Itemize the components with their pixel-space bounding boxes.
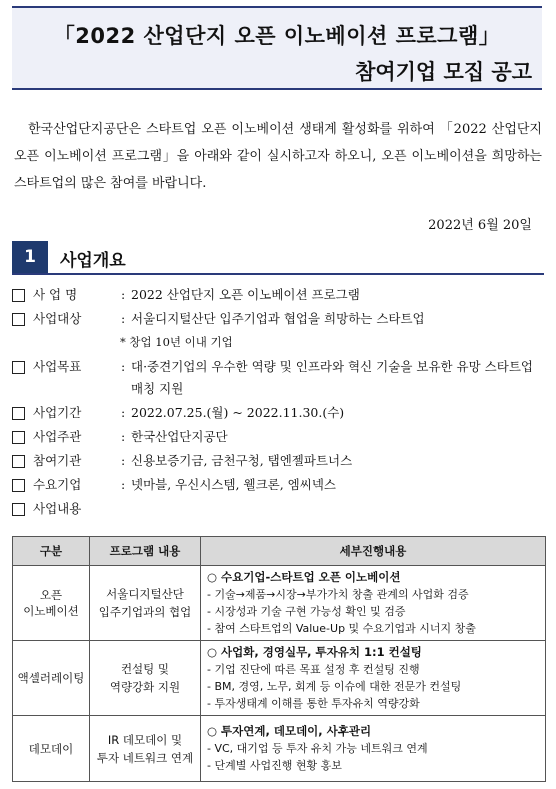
- category-text: 액셀러레이팅: [17, 671, 85, 685]
- list-item: [12, 402, 546, 424]
- item-value: 한국산업단지공단: [131, 429, 228, 444]
- item-sep: :: [121, 287, 126, 302]
- row-detail: [201, 566, 546, 641]
- overview-list: [12, 284, 546, 522]
- item-sep: :: [121, 429, 126, 444]
- list-item: [12, 474, 546, 496]
- detail-line: - 시장성과 기술 구현 가능성 확인 및 검증: [207, 605, 406, 618]
- checkbox-square-icon: [12, 289, 25, 302]
- list-item: [12, 356, 546, 400]
- detail-line: - 단계별 사업진행 현황 홍보: [207, 759, 342, 772]
- checkbox-square-icon: [12, 361, 25, 374]
- header-detail: 세부진행내용: [201, 537, 546, 566]
- list-item: [12, 450, 546, 472]
- row-program: [90, 716, 201, 782]
- item-sep: :: [121, 453, 126, 468]
- list-item: [12, 498, 546, 520]
- detail-line: - BM, 경영, 노무, 회계 등 이슈에 대한 전문가 컨설팅: [207, 680, 462, 693]
- list-item: [12, 426, 546, 448]
- list-item: [12, 308, 546, 330]
- checkbox-square-icon: [12, 431, 25, 444]
- row-category: [13, 641, 90, 716]
- item-label: 참여기관: [33, 453, 82, 468]
- title-banner: [12, 6, 542, 90]
- detail-heading: ○ 사업화, 경영실무, 투자유치 1:1 컨설팅: [207, 645, 422, 659]
- item-label: 사 업 명: [33, 287, 78, 302]
- item-label: 사업주관: [33, 429, 82, 444]
- row-category: [13, 566, 90, 641]
- detail-line: - 참여 스타트업의 Value-Up 및 수요기업과 시너지 창출: [207, 622, 476, 635]
- target-note: * 창업 10년 이내 기업: [120, 335, 233, 349]
- row-program: [90, 566, 201, 641]
- item-value: 서울디지털산단 입주기업과 협업을 희망하는 스타트업: [131, 311, 425, 326]
- row-program: [90, 641, 201, 716]
- title-sub: 참여기업 모집 공고: [355, 60, 532, 84]
- program-text: 서울디지털산단 입주기업과의 협업: [98, 587, 192, 619]
- table-row: [13, 641, 546, 716]
- section-title: 사업개요: [60, 251, 126, 271]
- checkbox-square-icon: [12, 407, 25, 420]
- table-row: [13, 716, 546, 782]
- item-value: 대·중견기업의 우수한 역량 및 인프라와 혁신 기술을 보유한 유망 스타트업 매칭 지원: [131, 359, 533, 396]
- intro-paragraph: 한국산업단지공단은 스타트업 오픈 이노베이션 생태계 활성화를 위하여 「2022 산업단지 오픈 이노베이션 프로그램」을 아래와 같이 실시하고자 하오니, 오픈 이노베이션을 희망하는 스타트업의 많은 참여를 바랍니다.: [14, 122, 542, 191]
- item-value: 2022.07.25.(월) ~ 2022.11.30.(수): [131, 405, 345, 420]
- category-text: 오픈 이노베이션: [23, 588, 79, 618]
- item-label: 사업대상: [33, 311, 82, 326]
- program-text: 컨설팅 및 역량강화 지원: [109, 662, 181, 694]
- item-label: 사업목표: [33, 359, 82, 374]
- header-program: 프로그램 내용: [90, 537, 201, 566]
- row-detail: [201, 716, 546, 782]
- row-category: [13, 716, 90, 782]
- table-row: [13, 566, 546, 641]
- checkbox-square-icon: [12, 313, 25, 326]
- section-number: 1: [12, 241, 48, 273]
- item-sep: :: [121, 311, 126, 326]
- list-item: [12, 284, 546, 306]
- program-text: IR 데모데이 및 투자 네트워크 연계: [96, 732, 194, 765]
- program-table: [12, 536, 546, 782]
- checkbox-square-icon: [12, 479, 25, 492]
- item-sep: :: [121, 405, 126, 420]
- announcement-date: 2022년 6월 20일: [428, 218, 532, 233]
- item-value: 넷마블, 우신시스템, 웰크론, 엠씨넥스: [131, 477, 336, 492]
- item-sep: :: [121, 477, 126, 492]
- item-sep: :: [121, 359, 126, 374]
- item-value: 신용보증기금, 금천구청, 탭엔젤파트너스: [131, 453, 353, 468]
- detail-heading: ○ 수요기업-스타트업 오픈 이노베이션: [207, 570, 401, 584]
- item-label: 사업내용: [33, 501, 82, 516]
- detail-line: - 기술→제품→시장→부가가치 창출 관계의 사업화 검증: [207, 588, 469, 601]
- detail-line: - VC, 대기업 등 투자 유치 가능 네트워크 연계: [207, 742, 428, 755]
- row-detail: [201, 641, 546, 716]
- item-label: 사업기간: [33, 405, 82, 420]
- item-value: 2022 산업단지 오픈 이노베이션 프로그램: [131, 287, 360, 302]
- title-main: 「2022 산업단지 오픈 이노베이션 프로그램」: [53, 24, 501, 48]
- detail-line: - 기업 진단에 따른 목표 설정 후 컨설팅 진행: [207, 663, 420, 676]
- item-label: 수요기업: [33, 477, 82, 492]
- table-header-row: [13, 537, 546, 566]
- header-category: 구분: [13, 537, 90, 566]
- section-header: [12, 241, 544, 275]
- detail-heading: ○ 투자연계, 데모데이, 사후관리: [207, 724, 372, 738]
- category-text: 데모데이: [28, 741, 74, 756]
- detail-line: - 투자생태계 이해를 통한 투자유치 역량강화: [207, 697, 420, 710]
- checkbox-square-icon: [12, 455, 25, 468]
- checkbox-square-icon: [12, 503, 25, 516]
